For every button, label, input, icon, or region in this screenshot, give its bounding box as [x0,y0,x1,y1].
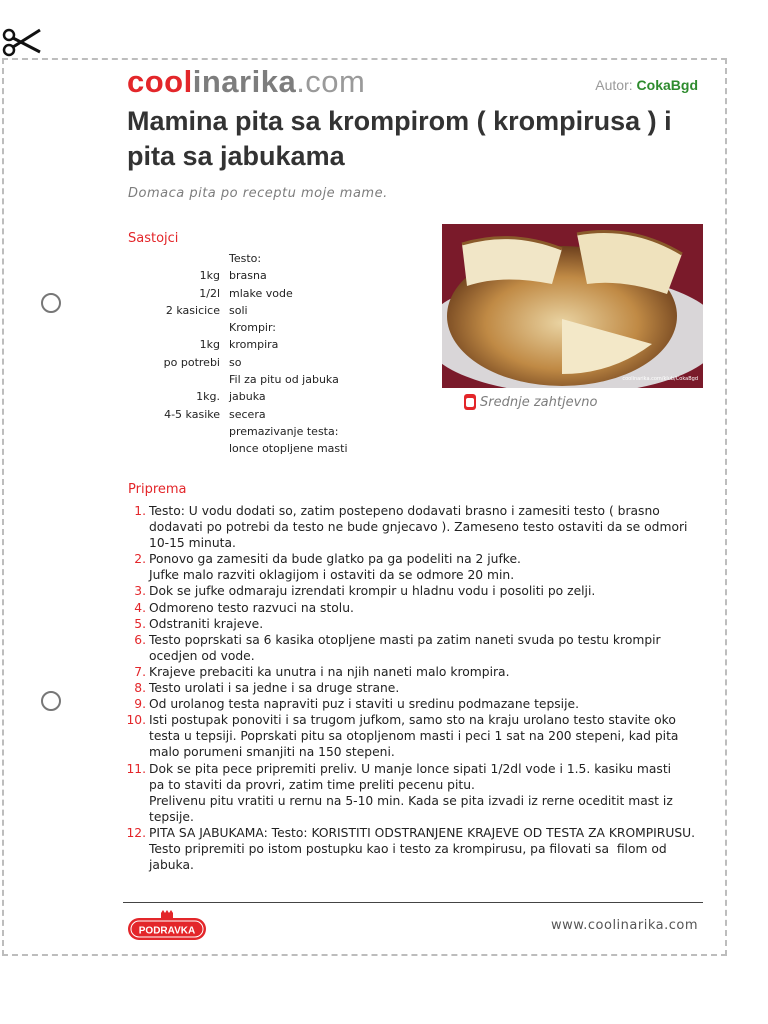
brand-name: PODRAVKA [138,925,196,937]
ingredient-name: Testo: [229,252,262,265]
step-item [122,761,702,825]
ingredient-name: krompira [229,338,279,352]
ingredient-row [128,373,348,390]
photo-caption: coolinarika.com/klub/CokaBgd [622,376,698,382]
step-number: 9. [134,697,146,712]
step-text: Odstraniti krajeve. [149,616,264,631]
ingredient-row [128,269,348,286]
step-item [122,503,702,551]
step-text: Dok se pita pece pripremiti preliv. U manje lonce sipati 1/2dl vode i 1.5. kasiku masti [149,761,672,776]
podravka-logo[interactable] [127,910,207,944]
footer-website[interactable]: www.coolinarika.com [551,918,698,933]
preparation-steps [122,503,702,873]
step-text: Jufke malo razviti oklagijom i ostaviti da se odmore 20 min. [149,568,515,583]
ingredients-heading: Sastojci [128,231,179,246]
step-item [122,583,702,599]
ingredient-quantity: 1kg. [196,390,220,404]
step-text: Testo poprskati sa 6 kasika otopljene masti pa zatim naneti svuda po testu krompir [149,632,661,647]
step-text: testa u tepsiji. Poprskati pitu sa otopljenom masti i peci 1 sat na 200 stepeni, kad pita [149,729,679,744]
step-number: 6. [134,632,146,647]
step-item [122,696,702,712]
step-number: 5. [134,616,146,631]
step-item [122,825,702,873]
step-text: malo porumeni smanjiti na 150 stepeni. [149,745,395,760]
difficulty-label: Srednje zahtjevno [480,394,598,410]
step-item [122,632,702,664]
step-text: Dok se jufke odmaraju izrendati krompir u hladnu vodu i posoliti po zelji. [149,584,596,599]
ingredient-quantity: 4-5 kasike [164,407,220,421]
recipe-photo [442,224,703,388]
recipe-subtitle: Domaca pita po receptu moje mame. [128,186,388,201]
step-number: 3. [134,584,146,599]
step-text: Testo urolati i sa jedne i sa druge strane. [149,681,400,696]
step-number: 10. [126,713,146,728]
step-item [122,664,702,680]
ingredient-name: lonce otopljene masti [229,442,348,456]
ingredient-name: so [229,355,242,369]
ingredient-row [128,425,348,442]
step-text: ocedjen od vode. [149,648,255,663]
footer-divider [123,902,703,903]
recipe-title: Mamina pita sa krompirom ( krompirusa ) i pita sa jabukama [127,106,672,171]
step-number: 4. [134,600,146,615]
ingredient-row [128,408,348,425]
chef-hat-icon [463,393,477,411]
ingredient-name: premazivanje testa: [229,424,339,438]
step-text: Odmoreno testo razvuci na stolu. [149,600,354,615]
author [595,77,698,93]
ingredient-row [128,321,348,338]
step-number: 8. [134,681,146,696]
difficulty [463,393,597,411]
ingredient-name: secera [229,407,266,421]
ingredient-name: soli [229,303,248,317]
ingredient-quantity [128,252,229,269]
ingredient-quantity [128,442,229,459]
step-number: 2. [134,552,146,567]
ingredient-name: brasna [229,269,267,283]
ingredient-row [128,390,348,407]
step-text: Krajeve prebaciti ka unutra i na njih naneti malo krompira. [149,664,510,679]
ingredient-row [128,252,348,269]
ingredient-quantity [128,321,229,338]
step-text: jabuka. [149,858,194,873]
step-text: Prelivenu pitu vratiti u rernu na 5-10 min. Kada se pita izvadi iz rerne oceditit mast iz [149,793,673,808]
ingredient-row [128,338,348,355]
step-text: Testo pripremiti po istom postupku kao i testo za krompirusu, pa filovati sa filom od [149,841,667,856]
ingredient-quantity: 2 kasicice [165,303,220,317]
binder-hole [41,293,61,313]
ingredient-quantity: 1kg [199,338,220,352]
ingredient-row [128,287,348,304]
step-item [122,616,702,632]
ingredient-quantity [128,425,229,442]
step-item [122,712,702,760]
scissors-icon [2,24,42,60]
binder-hole [41,691,61,711]
ingredient-name: Fil za pitu od jabuka [229,373,339,387]
step-number: 11. [126,761,146,776]
ingredients-table [128,252,348,460]
step-text: Isti postupak ponoviti i sa trugom jufkom, samo sto na kraju urolano testo stavite oko [149,713,676,728]
ingredient-name: jabuka [229,390,266,404]
step-item [122,551,702,583]
preparation-heading: Priprema [128,482,187,497]
step-number: 7. [134,664,146,679]
ingredient-quantity: 1/2l [199,286,220,300]
ingredient-row [128,356,348,373]
step-text: tepsije. [149,809,194,824]
ingredient-row [128,442,348,459]
step-text: pa to staviti da provri, zatim time preliti pecenu pitu. [149,777,475,792]
step-text: dodavati po potrebi da testo ne bude gnjecavo ). Zameseno testo ostaviti da se odmori [149,520,688,535]
ingredient-row [128,304,348,321]
ingredient-quantity: po potrebi [163,355,220,369]
step-number: 12. [126,825,146,840]
ingredient-quantity [128,373,229,390]
step-text: PITA SA JABUKAMA: Testo: KORISTITI ODSTRANJENE KRAJEVE OD TESTA ZA KROMPIRUSU. [149,825,696,840]
author-name[interactable]: CokaBgd [636,77,698,93]
author-label: Autor: [595,77,633,93]
ingredient-name: Krompir: [229,321,277,335]
step-text: 10-15 minuta. [149,536,236,551]
step-item [122,600,702,616]
site-logo[interactable]: coolinarika.com [127,64,366,99]
ingredient-name: mlake vode [229,286,293,300]
ingredient-quantity: 1kg [199,269,220,283]
step-item [122,680,702,696]
step-number: 1. [134,504,146,518]
step-text: Ponovo ga zamesiti da bude glatko pa ga podeliti na 2 jufke. [149,552,521,567]
step-text: Testo: U vodu dodati so, zatim postepeno dodavati brasno i zamesiti testo ( brasno [149,504,660,518]
step-text: Od urolanog testa napraviti puz i staviti u sredinu podmazane tepsije. [149,697,579,712]
